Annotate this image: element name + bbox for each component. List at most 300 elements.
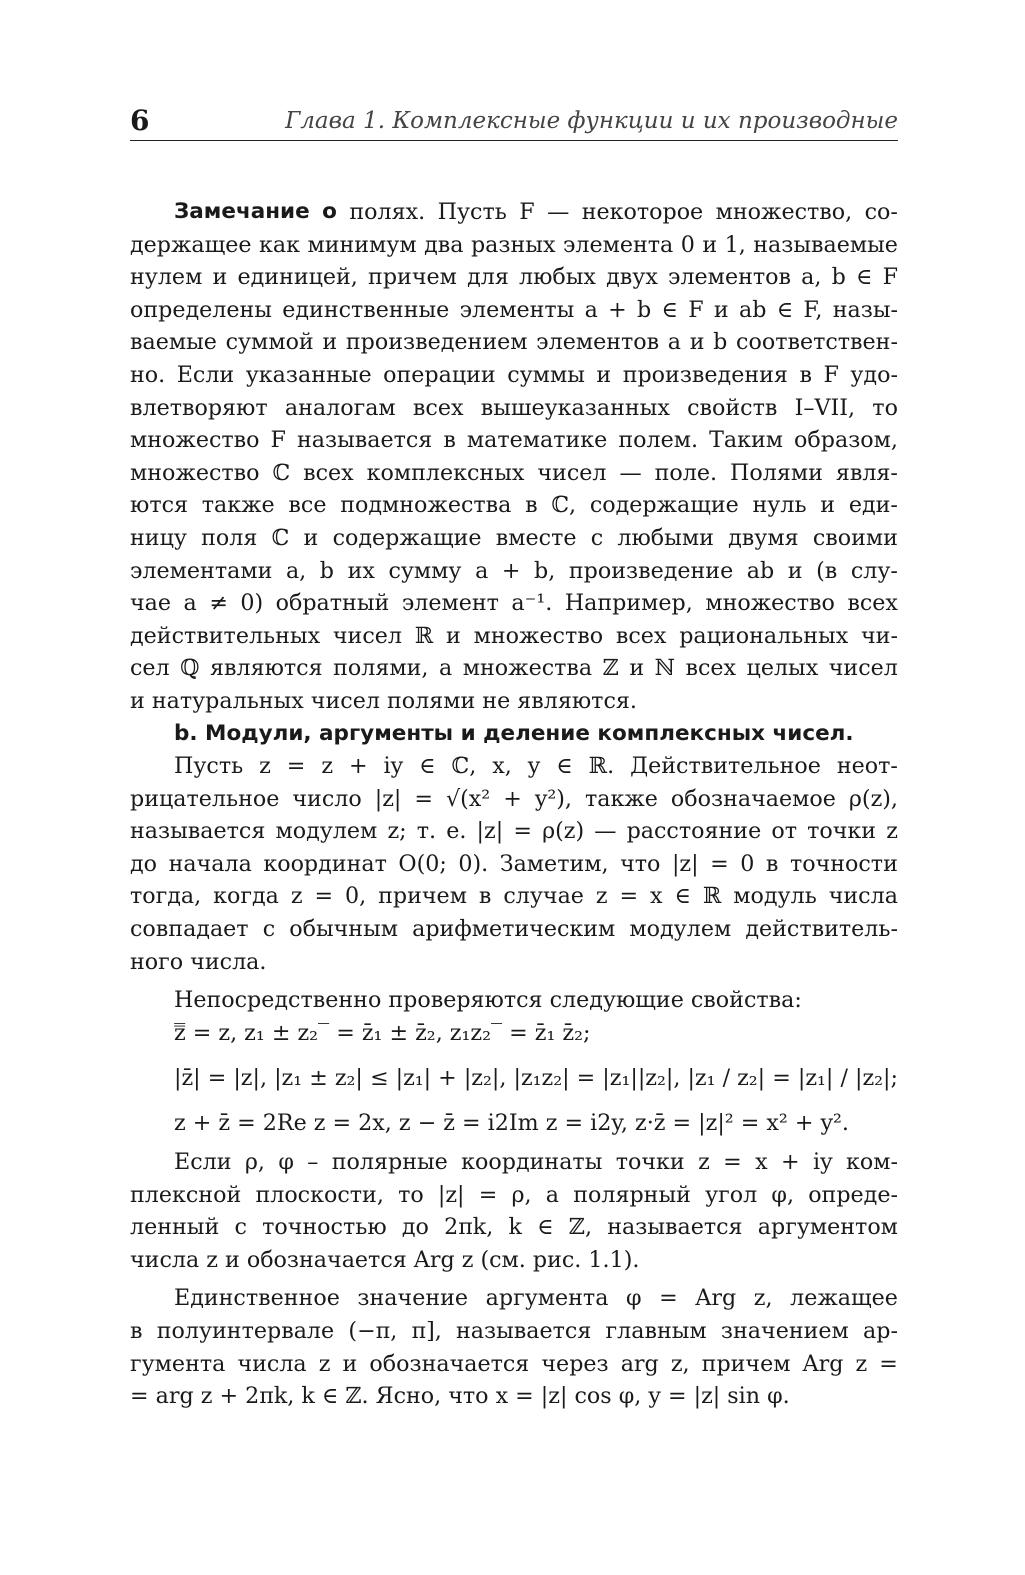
word: и xyxy=(212,264,228,291)
word: z xyxy=(259,753,271,780)
word: через xyxy=(541,1350,609,1377)
word: чисел xyxy=(332,622,402,649)
word: действитель- xyxy=(745,916,898,943)
word: Единственное xyxy=(174,1285,340,1312)
word: (в xyxy=(816,557,838,584)
word: когда xyxy=(213,883,279,910)
word: элемент xyxy=(401,590,499,617)
word: модулем xyxy=(629,916,732,943)
word: ≠ xyxy=(209,590,228,617)
word: значение xyxy=(357,1285,469,1312)
word: множество, xyxy=(715,199,853,225)
word: единицей, xyxy=(237,264,358,291)
word: = xyxy=(513,818,532,845)
word: образом, xyxy=(794,427,898,454)
word: тогда, xyxy=(130,883,202,910)
word: полярный xyxy=(573,1181,691,1208)
word: вышеуказанных xyxy=(480,394,670,421)
word: произведением xyxy=(345,329,528,356)
word: операции xyxy=(383,361,496,388)
word: с xyxy=(590,524,604,551)
word: нулем xyxy=(130,264,203,291)
word: все xyxy=(288,492,327,519)
word: координаты xyxy=(461,1149,603,1176)
paragraph-argument xyxy=(130,1146,898,1276)
word: в xyxy=(443,427,456,454)
word: и xyxy=(596,361,612,388)
text-line xyxy=(130,880,898,913)
word: всех xyxy=(685,655,737,682)
word: чисел xyxy=(537,459,607,486)
word: ℝ. xyxy=(588,753,615,780)
word: влетворяют xyxy=(130,394,268,421)
word: аргументом xyxy=(757,1214,898,1241)
word: Если xyxy=(174,1149,232,1176)
word: ∈ xyxy=(419,753,436,780)
word: соответствен- xyxy=(736,329,898,356)
word: b xyxy=(831,264,846,291)
word: называемые xyxy=(753,231,898,258)
word: + xyxy=(608,296,627,323)
word: то xyxy=(872,394,898,421)
word: главным xyxy=(605,1318,707,1344)
word: сел xyxy=(130,655,170,682)
word: z xyxy=(318,1350,331,1377)
word: и xyxy=(820,492,836,519)
word: всех xyxy=(303,459,354,486)
word: причем xyxy=(701,1350,791,1377)
running-head xyxy=(130,104,898,141)
word: называется xyxy=(296,427,433,454)
word: точки xyxy=(615,1149,685,1176)
word: называется xyxy=(130,818,266,845)
paragraph-principal-value xyxy=(130,1282,898,1412)
word: рациональных xyxy=(679,622,849,649)
word: нуль xyxy=(752,492,807,519)
word: случае xyxy=(503,883,584,910)
word: обозначаемое xyxy=(670,785,836,812)
word: Arg xyxy=(802,1350,844,1377)
word: + xyxy=(503,785,522,812)
word: для xyxy=(467,264,509,291)
word: в xyxy=(765,850,779,877)
word: всех xyxy=(847,590,898,617)
word: ар- xyxy=(863,1318,898,1344)
word: назы- xyxy=(832,296,898,323)
word: целых xyxy=(746,655,819,682)
word: + xyxy=(501,557,521,584)
text-line xyxy=(130,587,898,620)
word: = xyxy=(286,753,306,780)
word: содержащие xyxy=(332,524,482,551)
word: расстояние xyxy=(626,818,762,845)
word: F xyxy=(823,361,839,388)
word: указанные xyxy=(245,361,372,388)
word: два xyxy=(424,231,464,258)
word: z, xyxy=(670,1350,690,1377)
word: рицательное xyxy=(130,785,280,812)
word: совпадает xyxy=(130,916,249,943)
word: гумента xyxy=(130,1350,226,1377)
word: Таким xyxy=(709,427,784,454)
word: плоскости, xyxy=(255,1181,384,1208)
word: полуинтервале xyxy=(156,1318,335,1344)
page-number: 6 xyxy=(130,104,150,137)
word: 0) xyxy=(240,590,264,617)
word: т. xyxy=(416,818,437,845)
section-title: b. Модули, аргументы и деление комплексных чисел. xyxy=(174,720,854,746)
word: √(x² xyxy=(445,785,491,812)
word: е. xyxy=(446,818,467,845)
word: z xyxy=(595,883,608,910)
word: суммой xyxy=(225,329,314,356)
word: полями, xyxy=(333,655,429,682)
word: ницу xyxy=(130,524,187,551)
word: = xyxy=(879,1350,898,1377)
properties-intro: Непосредственно проверяются следующие свойства: xyxy=(174,987,802,1014)
word: опреде- xyxy=(808,1181,898,1208)
word: двух xyxy=(606,264,658,291)
word: причем xyxy=(378,883,467,910)
word: k xyxy=(508,1214,522,1241)
word: их xyxy=(347,557,375,584)
word: ℕ xyxy=(654,655,675,682)
word: некоторое xyxy=(581,199,704,225)
word: своими xyxy=(812,524,898,551)
word: как xyxy=(259,231,300,258)
formula-moduli: |z̄| = |z|, |z₁ ± z₂| ≤ |z₁| + |z₂|, |z₁z₂| = |z₁||z₂|, |z₁ / z₂| = |z₁| / |z₂|; xyxy=(174,1065,898,1092)
word: числа xyxy=(828,883,898,910)
word: ℂ, xyxy=(551,492,577,519)
word: числа xyxy=(237,1350,307,1377)
word: y xyxy=(527,753,541,780)
text-line xyxy=(130,620,898,653)
word: элемента xyxy=(562,231,674,258)
word: a xyxy=(475,557,489,584)
word: полях. xyxy=(349,199,426,225)
word: z xyxy=(698,1149,710,1176)
word: ваемые xyxy=(130,329,217,356)
word: причем xyxy=(368,264,457,291)
word: — xyxy=(594,818,617,845)
word: элементы xyxy=(459,296,575,323)
word: множество xyxy=(473,622,604,649)
word: ℤ, xyxy=(568,1214,593,1241)
word: также xyxy=(201,492,275,519)
word: неот- xyxy=(836,753,898,780)
word: о xyxy=(322,199,337,224)
word: слу- xyxy=(850,557,898,584)
word: x, xyxy=(492,753,512,780)
word: 2πk, xyxy=(444,1214,494,1241)
text-line xyxy=(130,326,898,359)
text-line xyxy=(130,424,898,457)
text-line xyxy=(130,848,898,881)
word: a⁻¹. xyxy=(511,590,553,617)
word: действительных xyxy=(130,622,321,649)
word: в xyxy=(799,361,812,388)
word: a xyxy=(183,590,197,617)
text-line xyxy=(130,1348,898,1381)
word: удо- xyxy=(850,361,898,388)
word: свойств xyxy=(687,394,778,421)
text-line xyxy=(130,783,898,816)
word: в xyxy=(525,492,538,519)
word: еди- xyxy=(848,492,898,519)
word: ℂ, xyxy=(451,753,477,780)
word: ℝ xyxy=(414,622,434,649)
word: значением xyxy=(720,1318,849,1344)
word: начала xyxy=(168,850,252,877)
word: называется xyxy=(456,1318,592,1344)
text-line xyxy=(130,392,898,425)
text-line xyxy=(130,489,898,522)
word: до xyxy=(401,1214,429,1241)
word: обозначается xyxy=(369,1350,530,1377)
word: ком- xyxy=(846,1149,898,1176)
word: Заметим, xyxy=(499,850,609,877)
word: арифметическим xyxy=(412,916,616,943)
word: = xyxy=(723,1149,742,1176)
text-line xyxy=(130,652,898,685)
word: ∈ xyxy=(776,296,794,323)
word: a xyxy=(584,296,598,323)
text-line xyxy=(130,261,898,294)
word: что xyxy=(620,850,661,877)
properties-block xyxy=(130,984,898,1140)
word: (−π, xyxy=(348,1318,398,1344)
word: произведение xyxy=(568,557,734,584)
word: суммы xyxy=(507,361,585,388)
word: подмножества xyxy=(340,492,512,519)
word: = xyxy=(414,785,433,812)
word: z xyxy=(290,883,303,910)
word: произведения xyxy=(622,361,788,388)
word: являются xyxy=(210,655,323,682)
word: элементов xyxy=(668,264,791,291)
word: φ, xyxy=(771,1181,795,1208)
word: точки xyxy=(807,818,877,845)
text-line xyxy=(130,522,898,555)
word: F xyxy=(270,427,286,454)
word: и xyxy=(713,296,729,323)
word: Если xyxy=(176,361,235,388)
word: x xyxy=(650,883,663,910)
word: iy xyxy=(812,1149,833,1176)
word: z xyxy=(321,753,334,780)
word: Полями xyxy=(730,459,823,486)
word: обратный xyxy=(275,590,390,617)
word: но. xyxy=(130,361,166,388)
word: = xyxy=(710,850,729,877)
word: y²), xyxy=(534,785,572,812)
word: плексной xyxy=(130,1181,242,1208)
word: Например, xyxy=(564,590,693,617)
word: 0, xyxy=(345,883,367,910)
word: элементами xyxy=(130,557,273,584)
paragraph-modulus xyxy=(130,750,898,978)
word: называется xyxy=(607,1214,743,1241)
word: ются xyxy=(130,492,189,519)
text-line: = arg z + 2πk, k ∈ ℤ. Ясно, что x = |z| cos φ, y = |z| sin φ. xyxy=(130,1383,790,1410)
text-line: и натуральных чисел полями не являются. xyxy=(130,687,637,714)
word: и xyxy=(702,231,718,258)
word: точностью xyxy=(262,1214,387,1241)
word: а xyxy=(439,655,453,682)
word: = xyxy=(619,883,639,910)
section-heading xyxy=(130,718,898,751)
word: Действительное xyxy=(630,753,821,780)
word: iy xyxy=(383,753,404,780)
word: z xyxy=(886,818,898,845)
word: содержащие xyxy=(589,492,739,519)
text-line: ного числа. xyxy=(130,948,267,975)
word: поле. xyxy=(654,459,718,486)
text-line xyxy=(130,1315,898,1348)
word: O(0; xyxy=(398,850,447,877)
word: точности xyxy=(789,850,898,877)
text-line xyxy=(130,1282,898,1315)
word: множества xyxy=(462,655,593,682)
page-body xyxy=(130,196,898,1413)
word: и xyxy=(689,329,705,356)
text-line xyxy=(130,196,898,229)
word: F xyxy=(882,264,898,291)
text-line xyxy=(130,1146,898,1179)
word: 0). xyxy=(458,850,489,877)
word: ρ, xyxy=(244,1149,265,1176)
word: F xyxy=(688,296,704,323)
word: = xyxy=(314,883,334,910)
word: + xyxy=(349,753,368,780)
word: от xyxy=(771,818,797,845)
word: ∈ xyxy=(556,753,573,780)
word: явля- xyxy=(835,459,898,486)
word: φ xyxy=(278,1149,294,1176)
text-line xyxy=(130,750,898,783)
word: угол xyxy=(705,1181,758,1208)
word: двумя xyxy=(728,524,799,551)
word: b xyxy=(713,329,728,356)
word: ℚ xyxy=(180,655,200,682)
word: Пусть xyxy=(437,199,507,225)
word: Замечание xyxy=(174,199,310,224)
word: z, xyxy=(753,1285,773,1312)
word: ρ(z) xyxy=(542,818,585,845)
word: аргумента xyxy=(485,1285,609,1312)
word: единственные xyxy=(282,296,450,323)
word: ленный xyxy=(130,1214,220,1241)
word: φ xyxy=(626,1285,642,1312)
word: ab xyxy=(738,296,767,323)
word: F xyxy=(519,199,535,225)
word: ρ, xyxy=(511,1181,532,1208)
word: до xyxy=(130,850,158,877)
word: и xyxy=(787,557,803,584)
text-line xyxy=(130,294,898,327)
word: множество xyxy=(130,459,260,486)
word: b xyxy=(637,296,652,323)
word: I–VII, xyxy=(794,394,856,421)
word: + xyxy=(781,1149,800,1176)
word: 0 xyxy=(740,850,755,877)
word: модулем xyxy=(275,818,378,845)
word: z; xyxy=(387,818,407,845)
word: 1, xyxy=(724,231,746,258)
word: множество xyxy=(705,590,835,617)
word: любых xyxy=(519,264,596,291)
word: — xyxy=(547,199,570,225)
word: число xyxy=(292,785,362,812)
word: |z| xyxy=(671,850,699,877)
word: a, xyxy=(801,264,822,291)
word: a, xyxy=(285,557,307,584)
word: полем. xyxy=(618,427,699,454)
text-line xyxy=(130,359,898,392)
word: ρ(z), xyxy=(848,785,898,812)
word: аналогам xyxy=(284,394,396,421)
word: комплексных xyxy=(366,459,525,486)
word: z xyxy=(855,1350,868,1377)
word: всех xyxy=(412,394,464,421)
word: чи- xyxy=(861,622,898,649)
word: π], xyxy=(411,1318,442,1344)
word: |z| xyxy=(476,818,504,845)
word: |z| xyxy=(437,1181,465,1208)
word: координат xyxy=(263,850,387,877)
word: в xyxy=(130,1318,143,1344)
word: держащее xyxy=(130,231,252,258)
word: ℤ xyxy=(602,655,619,682)
word: также xyxy=(584,785,658,812)
text-line xyxy=(130,1179,898,1212)
word: b, xyxy=(534,557,556,584)
formula-sums: z + z̄ = 2Re z = 2x, z − z̄ = i2Im z = i2y, z·z̄ = |z|² = x² + y². xyxy=(174,1110,849,1137)
word: ℂ xyxy=(272,459,291,486)
chapter-title: Глава 1. Комплексные функции и их производные xyxy=(285,108,898,134)
word: – xyxy=(307,1149,319,1176)
word: arg xyxy=(620,1350,659,1377)
formula-conjugates: z̿ = z, z₁ ± z₂‾ = z̄₁ ± z̄₂, z₁z₂‾ = z̄₁ z̄₂; xyxy=(174,1019,591,1046)
word: а xyxy=(545,1181,560,1208)
word: вместе xyxy=(495,524,577,551)
word: лежащее xyxy=(790,1285,898,1312)
word: ∈ xyxy=(537,1214,554,1241)
word: поля xyxy=(201,524,258,551)
text-line xyxy=(130,229,898,262)
word: с xyxy=(234,1214,247,1241)
text-line xyxy=(130,815,898,848)
text-line xyxy=(130,555,898,588)
word: ℝ xyxy=(702,883,722,910)
word: минимум xyxy=(307,231,417,258)
text-line: числа z и обозначается Arg z (см. рис. 1.1). xyxy=(130,1246,640,1273)
word: со- xyxy=(864,199,898,225)
word: модуль xyxy=(733,883,817,910)
word: сумму xyxy=(388,557,462,584)
word: с xyxy=(262,916,276,943)
word: ab xyxy=(746,557,775,584)
word: a xyxy=(667,329,682,356)
word: |z| xyxy=(374,785,402,812)
text-line xyxy=(130,457,898,490)
word: всех xyxy=(615,622,667,649)
word: = xyxy=(659,1285,678,1312)
word: ∈ xyxy=(661,296,678,323)
word: x xyxy=(755,1149,768,1176)
word: и xyxy=(303,524,319,551)
text-line xyxy=(130,913,898,946)
